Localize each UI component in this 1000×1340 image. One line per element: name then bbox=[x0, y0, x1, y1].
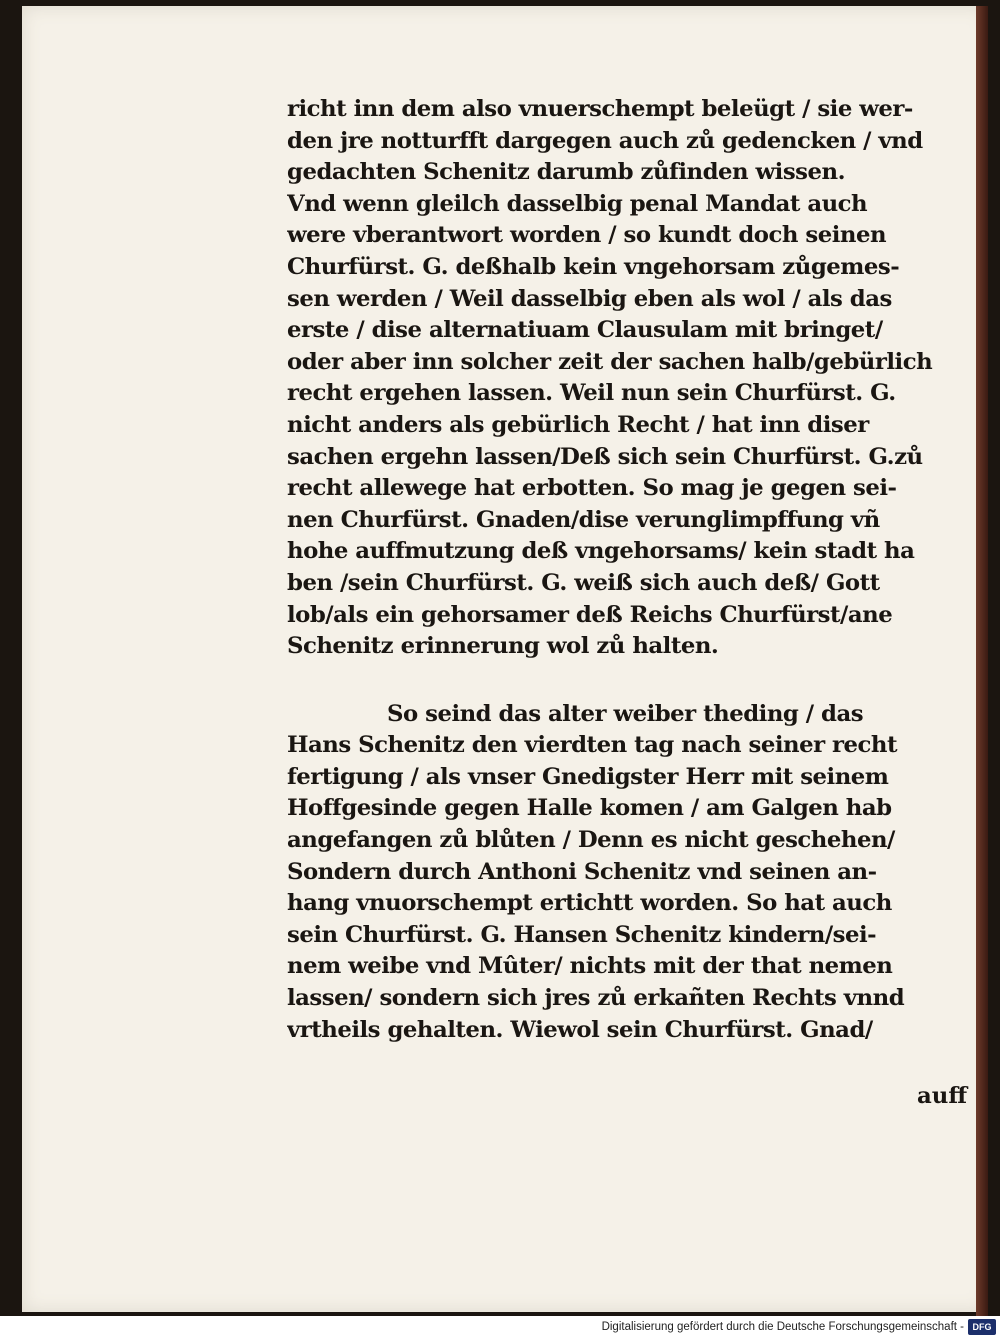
text-line: angefangen zů blůten / Denn es nicht geschehen/ bbox=[287, 827, 895, 854]
text-line: sachen ergehn lassen/Deß sich sein Churfürst. G.zů bbox=[287, 443, 923, 470]
text-line: hang vnuorschempt ertichtt worden. So hat auch bbox=[287, 890, 892, 917]
text-line: fertigung / als vnser Gnedigster Herr mit seinem bbox=[287, 763, 889, 790]
text-line: sein Churfürst. G. Hansen Schenitz kindern/sei- bbox=[287, 921, 877, 948]
body-text bbox=[287, 94, 982, 1046]
text-line: erste / dise alternatiuam Clausulam mit bringet/ bbox=[287, 317, 883, 344]
text-line: Churfürst. G. deßhalb kein vngehorsam zůgemes- bbox=[287, 253, 900, 280]
text-line: ben /sein Churfürst. G. weiß sich auch deß/ Gott bbox=[287, 569, 880, 596]
text-line: recht allewege hat erbotten. So mag je gegen sei- bbox=[287, 475, 897, 502]
digitization-footer bbox=[0, 1316, 1000, 1340]
text-line: sen werden / Weil dasselbig eben als wol / als das bbox=[287, 285, 892, 312]
text-line: nen Churfürst. Gnaden/dise verunglimpffung vñ bbox=[287, 506, 880, 533]
funding-credit: Digitalisierung gefördert durch die Deutsche Forschungsgemeinschaft - bbox=[601, 1321, 964, 1333]
text-line: Schenitz erinnerung wol zů halten. bbox=[287, 633, 719, 660]
text-line: richt inn dem also vnuerschempt beleügt / sie wer- bbox=[287, 96, 913, 122]
text-line: hohe auffmutzung deß vngehorsams/ kein stadt ha bbox=[287, 538, 915, 565]
text-line: Hans Schenitz den vierdten tag nach seiner recht bbox=[287, 732, 898, 759]
text-line: lob/als ein gehorsamer deß Reichs Churfürst/ane bbox=[287, 601, 893, 628]
text-line: Vnd wenn gleilch dasselbig penal Mandat auch bbox=[287, 190, 868, 217]
catchword: auff bbox=[917, 1083, 968, 1109]
text-line: nicht anders als gebürlich Recht / hat inn diser bbox=[287, 411, 869, 438]
text-line: Hoffgesinde gegen Halle komen / am Galgen hab bbox=[287, 795, 892, 822]
text-line: den jre notturfft dargegen auch zů gedencken / vnd bbox=[287, 127, 923, 154]
text-line: Sondern durch Anthoni Schenitz vnd seinen an- bbox=[287, 858, 877, 885]
text-line: So seind das alter weiber theding / das bbox=[387, 700, 864, 727]
text-line: recht ergehen lassen. Weil nun sein Churfürst. G. bbox=[287, 380, 896, 407]
text-line: oder aber inn solcher zeit der sachen halb/gebürlich bbox=[287, 348, 933, 375]
text-line: nem weibe vnd Mûter/ nichts mit der that nemen bbox=[287, 953, 893, 980]
text-line: were vberantwort worden / so kundt doch seinen bbox=[287, 222, 887, 249]
dfg-logo-icon: DFG bbox=[968, 1319, 996, 1335]
paragraph-gap bbox=[287, 663, 982, 699]
book-page bbox=[22, 6, 988, 1312]
text-line: vrtheils gehalten. Wiewol sein Churfürst. Gnad/ bbox=[287, 1016, 873, 1043]
text-line: lassen/ sondern sich jres zů erkañten Rechts vnnd bbox=[287, 985, 905, 1012]
text-line: gedachten Schenitz darumb zůfinden wissen. bbox=[287, 159, 846, 186]
